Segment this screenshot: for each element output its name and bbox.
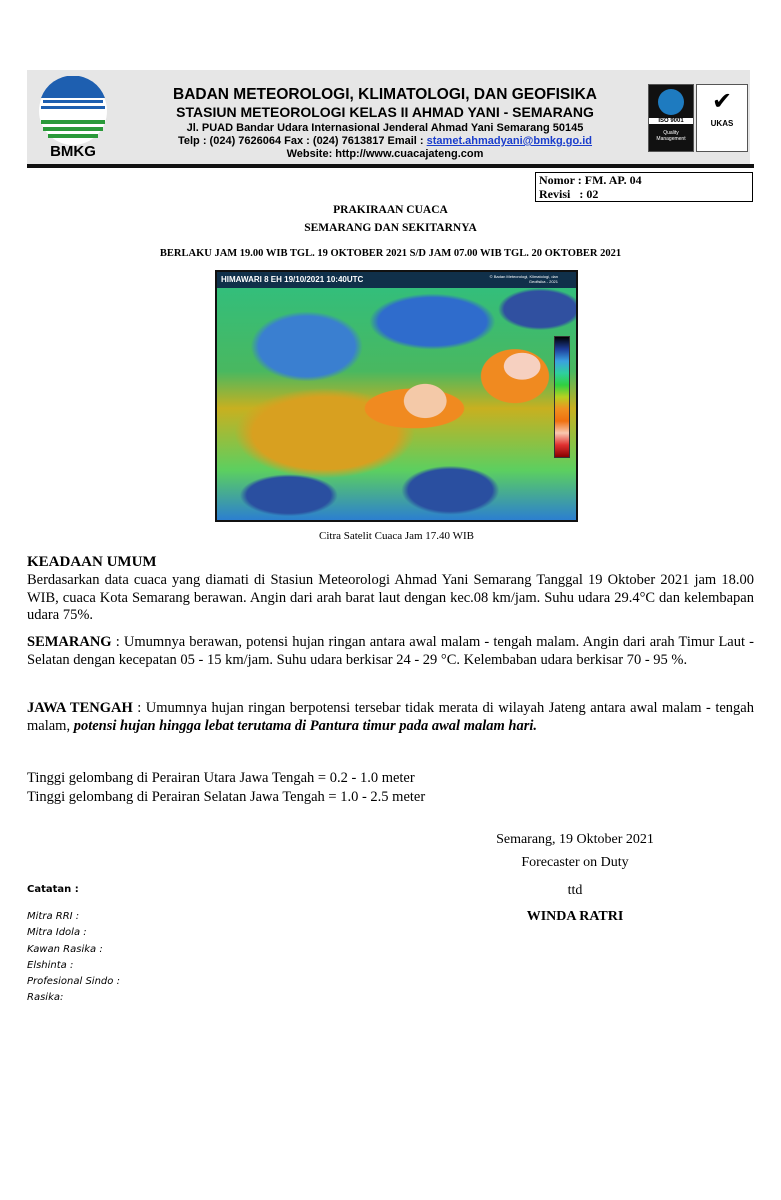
contact-line xyxy=(125,135,645,147)
ukas-text: UKAS xyxy=(710,119,734,128)
signature-ttd: ttd xyxy=(567,883,583,898)
email-link[interactable]: stamet.ahmadyani@bmkg.go.id xyxy=(426,135,593,147)
validity-period: BERLAKU JAM 19.00 WIB TGL. 19 OKTOBER 2021 S/D JAM 07.00 WIB TGL. 20 OKTOBER 2021 xyxy=(159,248,622,259)
semarang-label: SEMARANG xyxy=(27,634,112,650)
note-item: Profesional Sindo : xyxy=(27,976,120,987)
header-divider xyxy=(27,164,754,168)
form-nomor: Nomor : FM. AP. 04 xyxy=(539,173,642,187)
satellite-credit: © Badan Meteorologi, Klimatologi, dan Geofisika - 2021 xyxy=(489,274,558,284)
note-item: Kawan Rasika : xyxy=(27,944,103,955)
note-item: Mitra RRI : xyxy=(27,911,80,922)
general-heading: KEADAAN UMUM xyxy=(27,554,157,570)
iso-text: ISO 9001 xyxy=(649,118,693,124)
semarang-body: : Umumnya berawan, potensi hujan ringan antara awal malam - tengah malam. Angin dari arah Timur Laut - Selatan dengan kecepatan 05 - 15 km/jam. Suhu udara berkisar 24 - 29 °C. Kelembaban udara berkisar 70 - 95 %. xyxy=(27,634,754,668)
note-item: Rasika: xyxy=(27,992,64,1003)
note-item: Elshinta : xyxy=(27,960,74,971)
website: Website: http://www.cuacajateng.com xyxy=(286,148,484,160)
note-item: Mitra Idola : xyxy=(27,927,87,938)
jateng-label: JAWA TENGAH xyxy=(27,700,133,716)
notes-heading: Catatan : xyxy=(27,884,79,895)
signature-place-date: Semarang, 19 Oktober 2021 xyxy=(496,832,654,847)
wave-south: Tinggi gelombang di Perairan Selatan Jawa Tengah = 1.0 - 2.5 meter xyxy=(27,789,426,805)
semarang-forecast xyxy=(27,634,754,669)
satellite-title xyxy=(217,272,576,288)
iso-certification-badge xyxy=(648,84,694,152)
satellite-title-text: HIMAWARI 8 EH 19/10/2021 10:40UTC xyxy=(221,275,364,284)
general-body: Berdasarkan data cuaca yang diamati di Stasiun Meteorologi Ahmad Yani Semarang Tanggal 19 Oktober 2021 jam 18.00 WIB, cuaca Kota Semarang berawan. Angin dari arah barat laut dengan kec.08 km/jam. Suhu udara 29.4°C dan kelembapan udara 75%. xyxy=(27,572,754,623)
ukas-badge xyxy=(696,84,748,152)
form-revisi: Revisi : 02 xyxy=(539,187,599,201)
wave-north: Tinggi gelombang di Perairan Utara Jawa Tengah = 0.2 - 1.0 meter xyxy=(27,770,415,786)
satellite-caption: Citra Satelit Cuaca Jam 17.40 WIB xyxy=(319,530,474,542)
forecaster-name: WINDA RATRI xyxy=(526,909,624,924)
temperature-colorbar xyxy=(554,336,570,458)
org-name: BADAN METEOROLOGI, KLIMATOLOGI, DAN GEOFISIKA xyxy=(173,86,597,103)
jateng-body: : Umumnya hujan ringan berpotensi tersebar tidak merata di wilayah Jateng antara awal malam - tengah malam, xyxy=(27,700,754,734)
contact-text: Telp : (024) 7626064 Fax : (024) 7613817 Email : xyxy=(177,135,427,147)
bmkg-logo xyxy=(35,76,111,152)
form-number-box xyxy=(535,172,753,202)
iso-subtext: Quality Management xyxy=(656,130,686,142)
address: Jl. PUAD Bandar Udara Internasional Jenderal Ahmad Yani Semarang 50145 xyxy=(186,122,584,134)
checkmark-icon: ✔ xyxy=(711,89,733,115)
signature-role: Forecaster on Duty xyxy=(521,855,629,870)
doc-title: PRAKIRAAN CUACA xyxy=(333,204,448,216)
logo-text: BMKG xyxy=(50,143,96,160)
satellite-image xyxy=(215,270,578,522)
jateng-forecast xyxy=(27,700,754,735)
station-name: STASIUN METEOROLOGI KELAS II AHMAD YANI - SEMARANG xyxy=(176,104,594,120)
doc-subtitle: SEMARANG DAN SEKITARNYA xyxy=(304,222,477,234)
jateng-emphasis: potensi hujan hingga lebat terutama di Pantura timur pada awal malam hari. xyxy=(73,717,538,734)
